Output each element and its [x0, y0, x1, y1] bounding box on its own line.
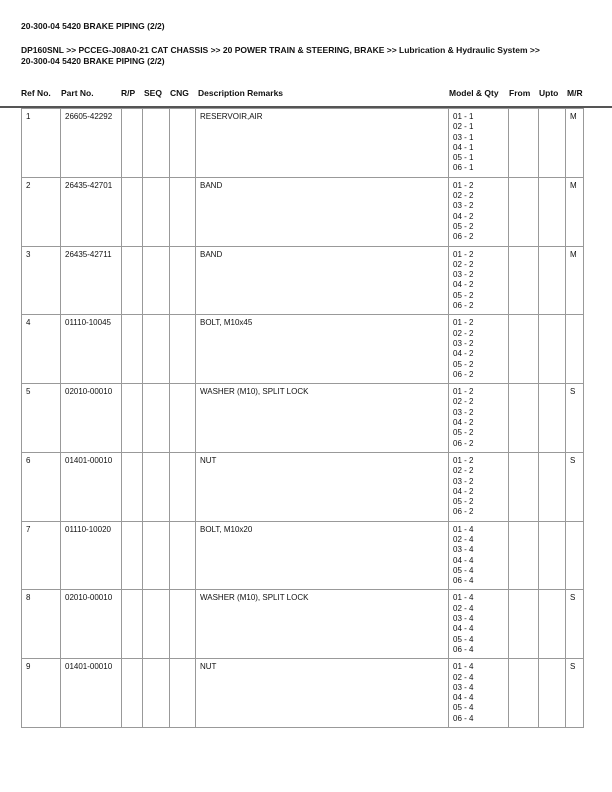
- seq-cell: [143, 659, 170, 728]
- model-qty-cell: [449, 659, 509, 728]
- header-ref: Ref No.: [21, 88, 51, 98]
- description-cell: BAND: [196, 177, 449, 246]
- rp-cell: [122, 177, 143, 246]
- ref-cell: 7: [22, 521, 61, 590]
- table-row: [22, 246, 584, 315]
- mr-cell: M: [566, 246, 584, 315]
- ref-cell: 1: [22, 109, 61, 178]
- model-qty-line: 02 - 2: [453, 466, 474, 476]
- model-qty-line: 03 - 4: [453, 545, 474, 555]
- part-number-cell: 02010-00010: [61, 590, 122, 659]
- part-number-cell: 02010-00010: [61, 384, 122, 453]
- table-row: [22, 177, 584, 246]
- model-qty-line: 01 - 2: [453, 249, 474, 259]
- seq-cell: [143, 384, 170, 453]
- model-qty-line: 03 - 1: [453, 132, 474, 142]
- model-qty-line: 03 - 2: [453, 270, 474, 280]
- cng-cell: [170, 246, 196, 315]
- from-cell: [509, 590, 539, 659]
- model-qty-line: 03 - 4: [453, 614, 474, 624]
- model-qty-line: 03 - 2: [453, 407, 474, 417]
- cng-cell: [170, 109, 196, 178]
- table-row: [22, 315, 584, 384]
- model-qty-line: 01 - 2: [453, 387, 474, 397]
- model-qty-line: 01 - 4: [453, 593, 474, 603]
- header-from: From: [509, 88, 531, 98]
- ref-cell: 4: [22, 315, 61, 384]
- model-qty-line: 05 - 2: [453, 497, 474, 507]
- part-number-cell: 01110-10020: [61, 521, 122, 590]
- model-qty-line: 04 - 1: [453, 142, 474, 152]
- cng-cell: [170, 590, 196, 659]
- part-number-cell: 01401-00010: [61, 659, 122, 728]
- cng-cell: [170, 384, 196, 453]
- part-number-cell: 01401-00010: [61, 452, 122, 521]
- model-qty-line: 05 - 4: [453, 703, 474, 713]
- model-qty-line: 03 - 2: [453, 338, 474, 348]
- model-qty-line: 06 - 2: [453, 369, 474, 379]
- model-qty-cell: [449, 177, 509, 246]
- model-qty-line: 06 - 1: [453, 163, 474, 173]
- mr-cell: M: [566, 109, 584, 178]
- rp-cell: [122, 659, 143, 728]
- model-qty-line: 05 - 2: [453, 221, 474, 231]
- model-qty-cell: [449, 315, 509, 384]
- model-qty-line: 02 - 2: [453, 259, 474, 269]
- model-qty-line: 03 - 4: [453, 682, 474, 692]
- model-qty-line: 03 - 2: [453, 201, 474, 211]
- from-cell: [509, 452, 539, 521]
- mr-cell: [566, 521, 584, 590]
- table-row: [22, 659, 584, 728]
- upto-cell: [539, 384, 566, 453]
- table-row: [22, 452, 584, 521]
- model-qty-line: 01 - 4: [453, 662, 474, 672]
- model-qty-cell: [449, 384, 509, 453]
- table-header: [0, 88, 612, 100]
- cng-cell: [170, 521, 196, 590]
- model-qty-line: 05 - 2: [453, 428, 474, 438]
- model-qty-line: 04 - 2: [453, 418, 474, 428]
- model-qty-line: 06 - 2: [453, 301, 474, 311]
- description-cell: WASHER (M10), SPLIT LOCK: [196, 590, 449, 659]
- model-qty-line: 05 - 2: [453, 290, 474, 300]
- header-mr: M/R: [567, 88, 583, 98]
- breadcrumb-line: DP160SNL >> PCCEG-J08A0-21 CAT CHASSIS >> 20 POWER TRAIN & STEERING, BRAKE >> Lubrication & Hydraulic System >>: [21, 45, 540, 55]
- seq-cell: [143, 177, 170, 246]
- part-number-cell: 26435-42701: [61, 177, 122, 246]
- ref-cell: 9: [22, 659, 61, 728]
- from-cell: [509, 315, 539, 384]
- from-cell: [509, 659, 539, 728]
- model-qty-line: 04 - 2: [453, 486, 474, 496]
- table-row: [22, 384, 584, 453]
- model-qty-line: 02 - 4: [453, 672, 474, 682]
- upto-cell: [539, 521, 566, 590]
- seq-cell: [143, 452, 170, 521]
- part-number-cell: 26605-42292: [61, 109, 122, 178]
- upto-cell: [539, 590, 566, 659]
- seq-cell: [143, 521, 170, 590]
- from-cell: [509, 177, 539, 246]
- from-cell: [509, 109, 539, 178]
- model-qty-line: 04 - 4: [453, 555, 474, 565]
- model-qty-line: 06 - 4: [453, 644, 474, 654]
- part-number-cell: 26435-42711: [61, 246, 122, 315]
- model-qty-line: 02 - 4: [453, 603, 474, 613]
- rp-cell: [122, 384, 143, 453]
- ref-cell: 5: [22, 384, 61, 453]
- header-upto: Upto: [539, 88, 559, 98]
- parts-table: [21, 108, 584, 728]
- model-qty-line: 02 - 4: [453, 534, 474, 544]
- model-qty-line: 01 - 4: [453, 524, 474, 534]
- model-qty-line: 06 - 4: [453, 576, 474, 586]
- rp-cell: [122, 109, 143, 178]
- upto-cell: [539, 315, 566, 384]
- from-cell: [509, 384, 539, 453]
- description-cell: WASHER (M10), SPLIT LOCK: [196, 384, 449, 453]
- model-qty-line: 01 - 1: [453, 112, 474, 121]
- model-qty-line: 02 - 1: [453, 122, 474, 132]
- mr-cell: [566, 315, 584, 384]
- header-cng: CNG: [170, 88, 189, 98]
- model-qty-line: 02 - 2: [453, 191, 474, 201]
- seq-cell: [143, 109, 170, 178]
- upto-cell: [539, 109, 566, 178]
- cng-cell: [170, 659, 196, 728]
- cng-cell: [170, 177, 196, 246]
- header-seq: SEQ: [144, 88, 162, 98]
- table-row: [22, 109, 584, 178]
- header-rp: R/P: [121, 88, 136, 98]
- cng-cell: [170, 452, 196, 521]
- from-cell: [509, 246, 539, 315]
- model-qty-line: 04 - 2: [453, 349, 474, 359]
- model-qty-line: 01 - 2: [453, 455, 474, 465]
- mr-cell: S: [566, 452, 584, 521]
- model-qty-line: 05 - 4: [453, 565, 474, 575]
- upto-cell: [539, 659, 566, 728]
- mr-cell: S: [566, 659, 584, 728]
- cng-cell: [170, 315, 196, 384]
- model-qty-line: 02 - 2: [453, 328, 474, 338]
- rp-cell: [122, 246, 143, 315]
- model-qty-line: 03 - 2: [453, 476, 474, 486]
- rp-cell: [122, 521, 143, 590]
- ref-cell: 8: [22, 590, 61, 659]
- page-title: 20-300-04 5420 BRAKE PIPING (2/2): [21, 21, 165, 31]
- seq-cell: [143, 246, 170, 315]
- model-qty-line: 05 - 1: [453, 153, 474, 163]
- breadcrumb-line: 20-300-04 5420 BRAKE PIPING (2/2): [21, 56, 165, 66]
- header-model: Model & Qty: [449, 88, 499, 98]
- model-qty-cell: [449, 590, 509, 659]
- table-row: [22, 521, 584, 590]
- model-qty-cell: [449, 246, 509, 315]
- model-qty-line: 06 - 2: [453, 232, 474, 242]
- seq-cell: [143, 315, 170, 384]
- description-cell: NUT: [196, 452, 449, 521]
- from-cell: [509, 521, 539, 590]
- upto-cell: [539, 246, 566, 315]
- seq-cell: [143, 590, 170, 659]
- table-row: [22, 590, 584, 659]
- model-qty-line: 04 - 4: [453, 624, 474, 634]
- upto-cell: [539, 452, 566, 521]
- ref-cell: 2: [22, 177, 61, 246]
- description-cell: BAND: [196, 246, 449, 315]
- part-number-cell: 01110-10045: [61, 315, 122, 384]
- model-qty-cell: [449, 452, 509, 521]
- upto-cell: [539, 177, 566, 246]
- mr-cell: S: [566, 384, 584, 453]
- model-qty-line: 04 - 4: [453, 693, 474, 703]
- model-qty-line: 04 - 2: [453, 211, 474, 221]
- model-qty-cell: [449, 521, 509, 590]
- model-qty-line: 02 - 2: [453, 397, 474, 407]
- rp-cell: [122, 590, 143, 659]
- header-part: Part No.: [61, 88, 94, 98]
- description-cell: NUT: [196, 659, 449, 728]
- model-qty-line: 06 - 4: [453, 713, 474, 723]
- model-qty-line: 05 - 4: [453, 634, 474, 644]
- header-desc: Description Remarks: [198, 88, 284, 98]
- model-qty-line: 01 - 2: [453, 318, 474, 328]
- model-qty-line: 06 - 2: [453, 438, 474, 448]
- rp-cell: [122, 452, 143, 521]
- model-qty-line: 05 - 2: [453, 359, 474, 369]
- model-qty-cell: [449, 109, 509, 178]
- description-cell: RESERVOIR,AIR: [196, 109, 449, 178]
- ref-cell: 3: [22, 246, 61, 315]
- description-cell: BOLT, M10x45: [196, 315, 449, 384]
- breadcrumb: [21, 45, 601, 67]
- model-qty-line: 06 - 2: [453, 507, 474, 517]
- mr-cell: M: [566, 177, 584, 246]
- model-qty-line: 01 - 2: [453, 180, 474, 190]
- description-cell: BOLT, M10x20: [196, 521, 449, 590]
- model-qty-line: 04 - 2: [453, 280, 474, 290]
- rp-cell: [122, 315, 143, 384]
- ref-cell: 6: [22, 452, 61, 521]
- mr-cell: S: [566, 590, 584, 659]
